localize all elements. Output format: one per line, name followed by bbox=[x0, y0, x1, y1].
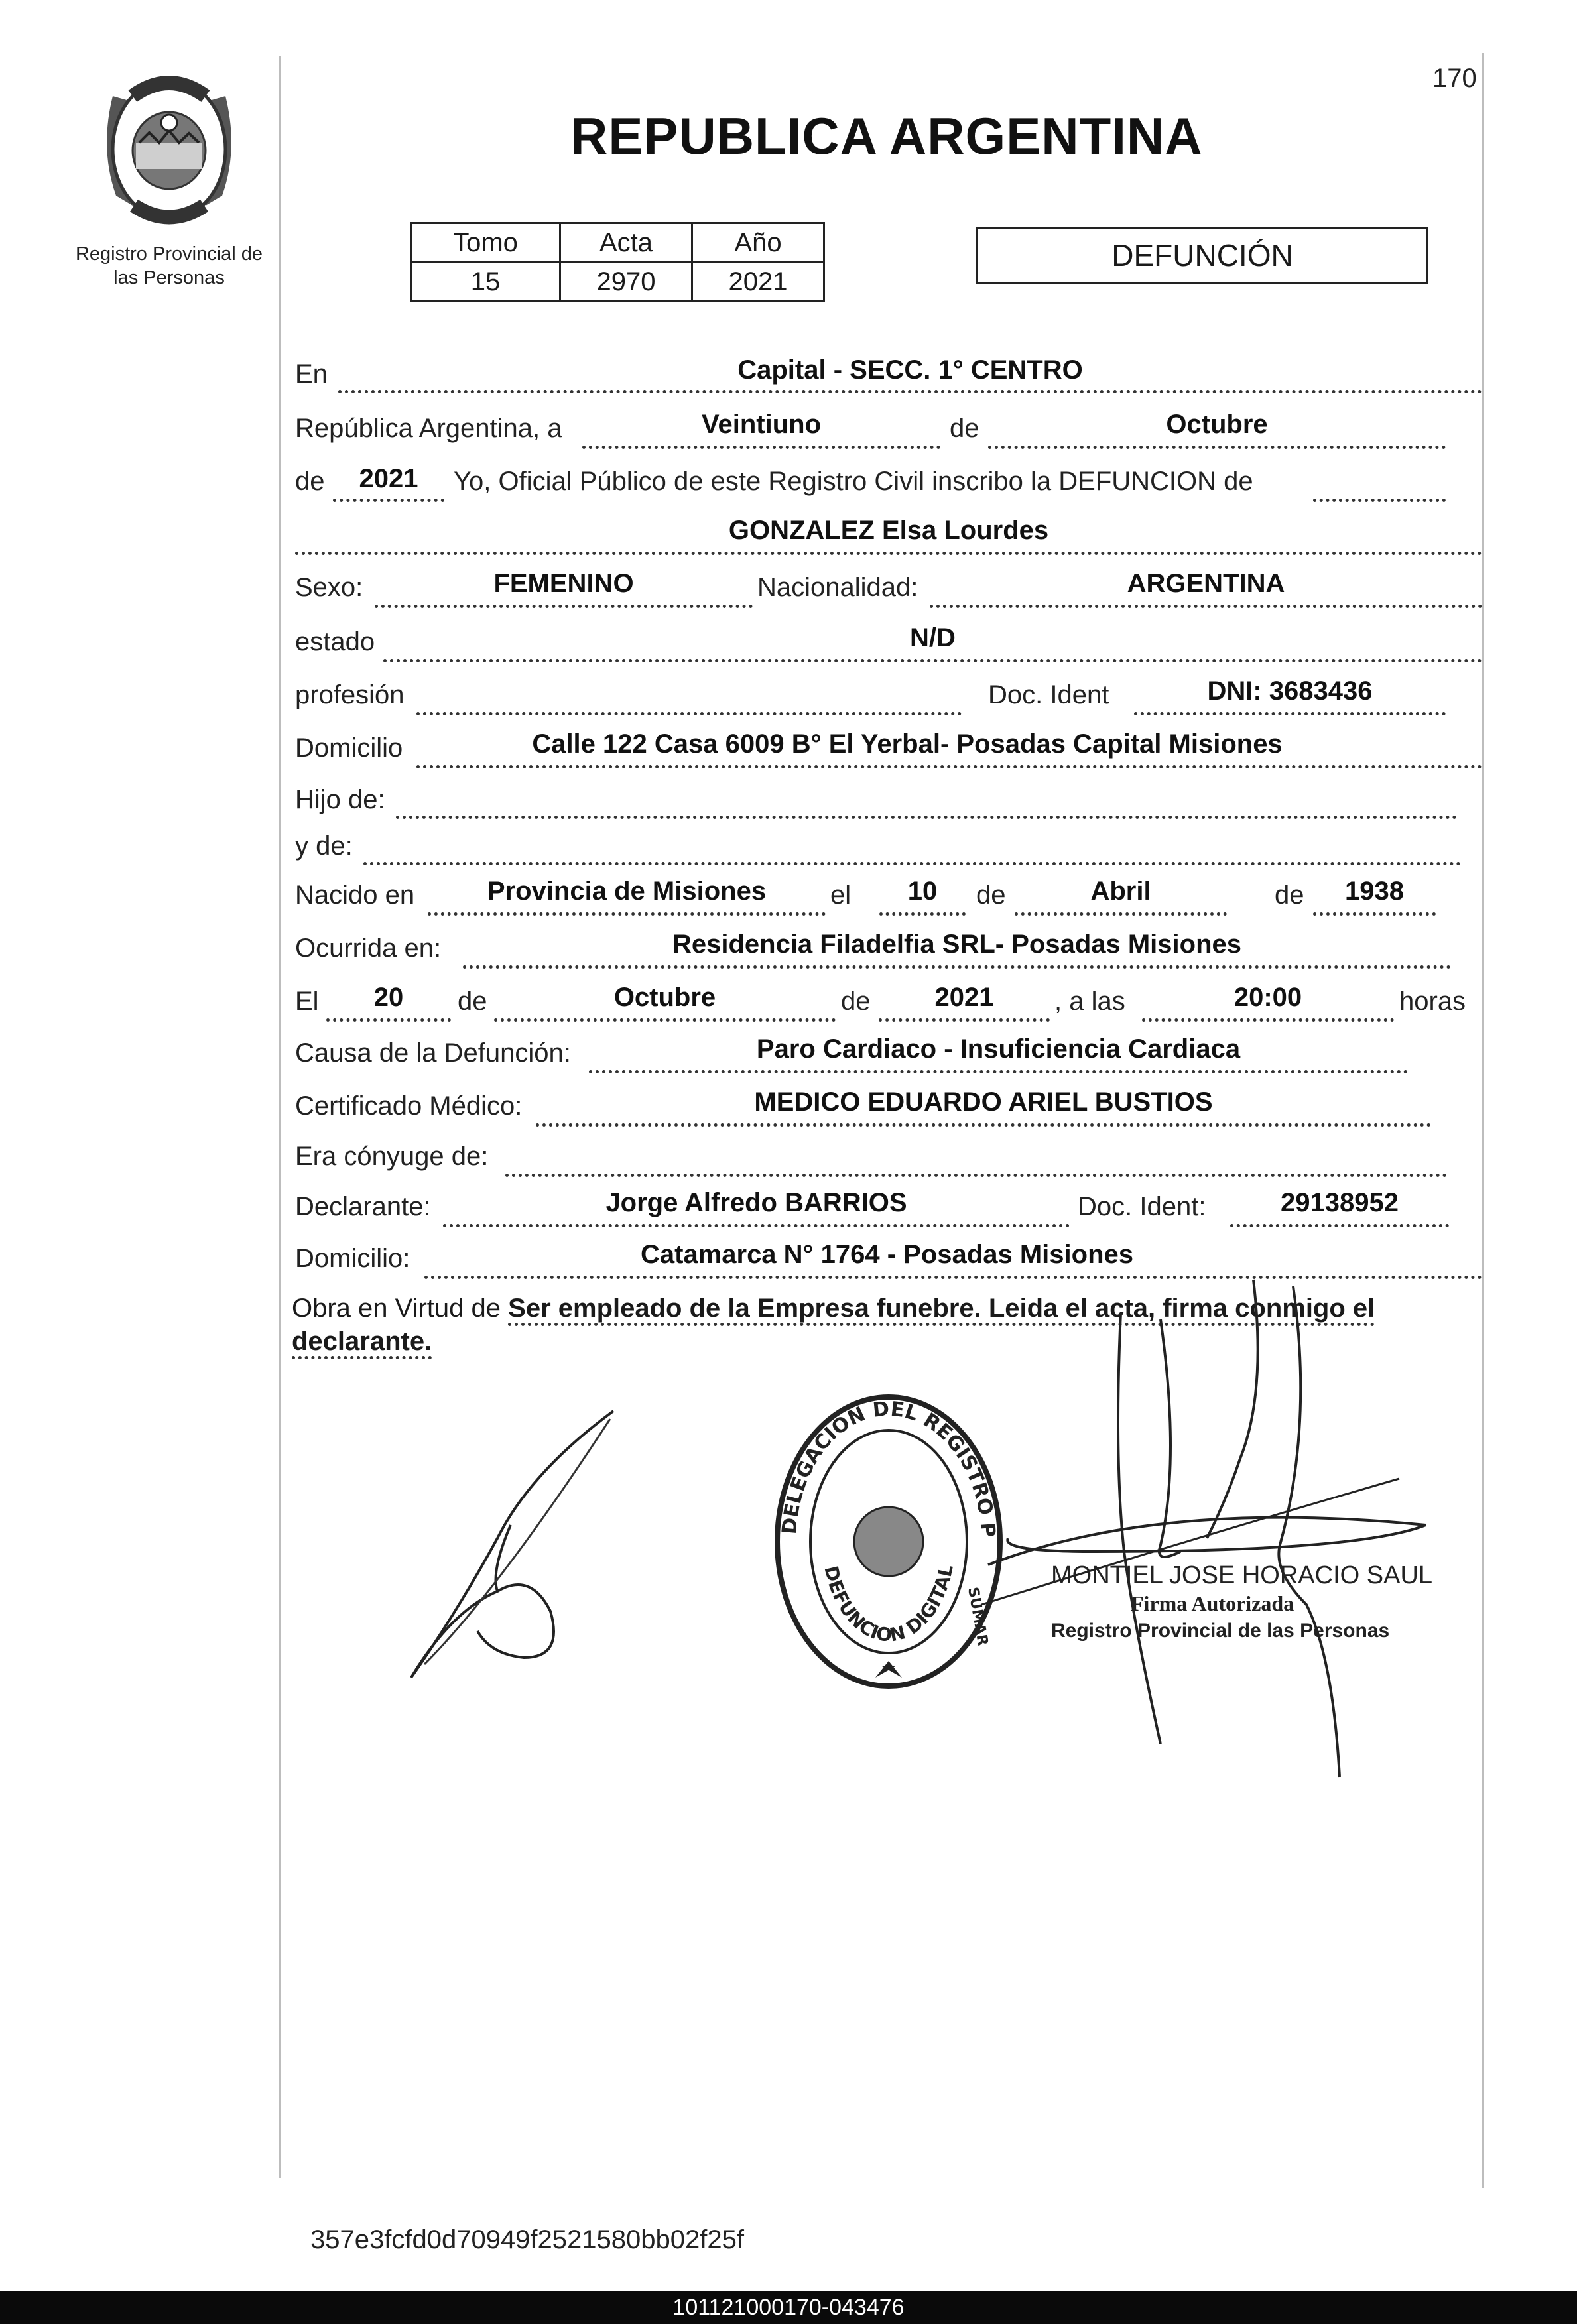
record-type-box: DEFUNCIÓN bbox=[976, 227, 1428, 284]
de-label: de bbox=[841, 987, 871, 1016]
dotted-line bbox=[333, 499, 444, 502]
domicilio2-value: Catamarca N° 1764 - Posadas Misiones bbox=[640, 1240, 1133, 1269]
dotted-line bbox=[930, 605, 1482, 608]
death-time-value: 20:00 bbox=[1233, 983, 1302, 1012]
declarante-signature bbox=[398, 1392, 637, 1697]
certificado-value: MEDICO EDUARDO ARIEL BUSTIOS bbox=[754, 1087, 1213, 1117]
domicilio-value: Calle 122 Casa 6009 B° El Yerbal- Posadas Capital Misiones bbox=[532, 729, 1283, 759]
signer-name: MONTIEL JOSE HORACIO SAUL bbox=[1051, 1561, 1433, 1589]
yde-label: y de: bbox=[295, 831, 353, 861]
horas-label: horas bbox=[1399, 987, 1466, 1016]
table-cell: 15 bbox=[411, 263, 560, 302]
registry-label-line1: Registro Provincial de bbox=[75, 243, 263, 265]
dotted-line bbox=[326, 1018, 451, 1022]
dotted-line bbox=[879, 1018, 1050, 1022]
conyuge-label: Era cónyuge de: bbox=[295, 1142, 489, 1171]
doc2-value: 29138952 bbox=[1281, 1188, 1399, 1217]
sexo-value: FEMENINO bbox=[493, 569, 634, 598]
day-value: Veintiuno bbox=[702, 410, 821, 439]
causa-value: Paro Cardiaco - Insuficiencia Cardiaca bbox=[756, 1034, 1241, 1064]
left-margin-line bbox=[279, 56, 281, 2178]
oficial-text: Yo, Oficial Público de este Registro Civil inscribo la DEFUNCION de bbox=[454, 467, 1253, 496]
obra-value: Ser empleado de la Empresa funebre. Leida el acta, firma conmigo el declarante. bbox=[292, 1294, 1375, 1359]
signer-role: Firma Autorizada bbox=[1131, 1591, 1294, 1615]
causa-label: Causa de la Defunción: bbox=[295, 1038, 571, 1068]
dotted-line bbox=[988, 446, 1446, 449]
de-label: de bbox=[458, 987, 487, 1016]
domicilio2-label: Domicilio: bbox=[295, 1244, 410, 1273]
dotted-line bbox=[1142, 1018, 1394, 1022]
footer-code: 101121000170-043476 bbox=[672, 2295, 905, 2320]
en-value: Capital - SECC. 1° CENTRO bbox=[737, 355, 1083, 385]
estado-value: N/D bbox=[910, 623, 956, 652]
birth-month-value: Abril bbox=[1090, 877, 1151, 906]
de-label: de bbox=[950, 414, 979, 443]
estado-label: estado bbox=[295, 627, 375, 656]
dotted-line bbox=[879, 912, 966, 916]
dotted-line bbox=[375, 605, 753, 608]
dotted-line bbox=[428, 912, 826, 916]
doc-ident-value: DNI: 3683436 bbox=[1207, 676, 1373, 705]
dotted-line bbox=[536, 1123, 1431, 1127]
dotted-line bbox=[338, 390, 1482, 393]
birth-year-value: 1938 bbox=[1345, 877, 1404, 906]
table-cell: 2970 bbox=[560, 263, 692, 302]
dotted-line bbox=[494, 1018, 836, 1022]
hijo-label: Hijo de: bbox=[295, 785, 385, 814]
year-prefix-label: de bbox=[295, 467, 325, 496]
stamp-side-text: SUMAR bbox=[964, 1585, 991, 1648]
ocurrida-value: Residencia Filadelfia SRL- Posadas Misiones bbox=[672, 930, 1242, 959]
dotted-line bbox=[589, 1070, 1408, 1073]
dotted-line bbox=[1313, 912, 1436, 916]
stamp-top-text: DELEGACION DEL REGISTRO P bbox=[778, 1397, 1000, 1538]
nacionalidad-label: Nacionalidad: bbox=[757, 573, 918, 602]
dotted-line bbox=[416, 712, 962, 715]
page-number: 170 bbox=[1432, 64, 1477, 93]
ocurrida-label: Ocurrida en: bbox=[295, 934, 442, 963]
dotted-line bbox=[443, 1224, 1070, 1227]
dotted-line bbox=[383, 659, 1482, 662]
page-title: REPUBLICA ARGENTINA bbox=[570, 107, 1203, 165]
dotted-line bbox=[505, 1174, 1447, 1177]
el-label: el bbox=[830, 881, 852, 910]
sexo-label: Sexo: bbox=[295, 573, 363, 602]
dotted-line bbox=[1134, 712, 1446, 715]
nacionalidad-value: ARGENTINA bbox=[1127, 569, 1285, 598]
profesion-label: profesión bbox=[295, 680, 405, 709]
dotted-line bbox=[295, 552, 1482, 555]
dotted-line bbox=[463, 965, 1451, 969]
table-cell: 2021 bbox=[692, 263, 824, 302]
de-label: de bbox=[976, 881, 1006, 910]
republica-label: República Argentina, a bbox=[295, 414, 562, 443]
dotted-line bbox=[1015, 912, 1227, 916]
official-signature bbox=[962, 1260, 1452, 1790]
table-header: Año bbox=[692, 223, 824, 263]
signer-office: Registro Provincial de las Personas bbox=[1051, 1620, 1390, 1642]
year-value: 2021 bbox=[359, 464, 418, 493]
certificado-label: Certificado Médico: bbox=[295, 1091, 523, 1121]
dotted-line bbox=[1230, 1224, 1449, 1227]
deceased-name-value: GONZALEZ Elsa Lourdes bbox=[728, 516, 1049, 545]
declarante-value: Jorge Alfredo BARRIOS bbox=[605, 1188, 907, 1217]
dotted-line bbox=[416, 765, 1482, 768]
dotted-line bbox=[1313, 499, 1446, 502]
en-label: En bbox=[295, 359, 328, 389]
dotted-line bbox=[582, 446, 940, 449]
declarante-label: Declarante: bbox=[295, 1192, 431, 1221]
table-header: Tomo bbox=[411, 223, 560, 263]
dotted-line bbox=[363, 862, 1461, 865]
birth-day-value: 10 bbox=[907, 877, 938, 906]
provincia-de-misiones-seal-icon bbox=[86, 70, 252, 229]
dotted-line bbox=[396, 816, 1457, 819]
domicilio-label: Domicilio bbox=[295, 733, 403, 763]
death-day-value: 20 bbox=[373, 983, 404, 1012]
month-value: Octubre bbox=[1166, 410, 1268, 439]
registry-label bbox=[60, 242, 279, 290]
book-table bbox=[410, 222, 825, 302]
footer-bar bbox=[0, 2291, 1577, 2324]
nacido-value: Provincia de Misiones bbox=[487, 877, 767, 906]
stamp-bottom-text: DEFUNCION DIGITAL bbox=[820, 1562, 958, 1646]
death-month-value: Octubre bbox=[613, 983, 716, 1012]
de-label: de bbox=[1275, 881, 1304, 910]
obra-label: Obra en Virtud de bbox=[292, 1294, 501, 1323]
registry-label-line2: las Personas bbox=[113, 267, 225, 288]
nacido-label: Nacido en bbox=[295, 881, 415, 910]
el2-label: El bbox=[295, 987, 319, 1016]
alas-label: , a las bbox=[1054, 987, 1125, 1016]
doc-ident-label: Doc. Ident bbox=[988, 680, 1109, 709]
table-header: Acta bbox=[560, 223, 692, 263]
doc2-label: Doc. Ident: bbox=[1078, 1192, 1206, 1221]
document-hash: 357e3fcfd0d70949f2521580bb02f25f bbox=[310, 2225, 744, 2254]
death-year-value: 2021 bbox=[934, 983, 994, 1012]
